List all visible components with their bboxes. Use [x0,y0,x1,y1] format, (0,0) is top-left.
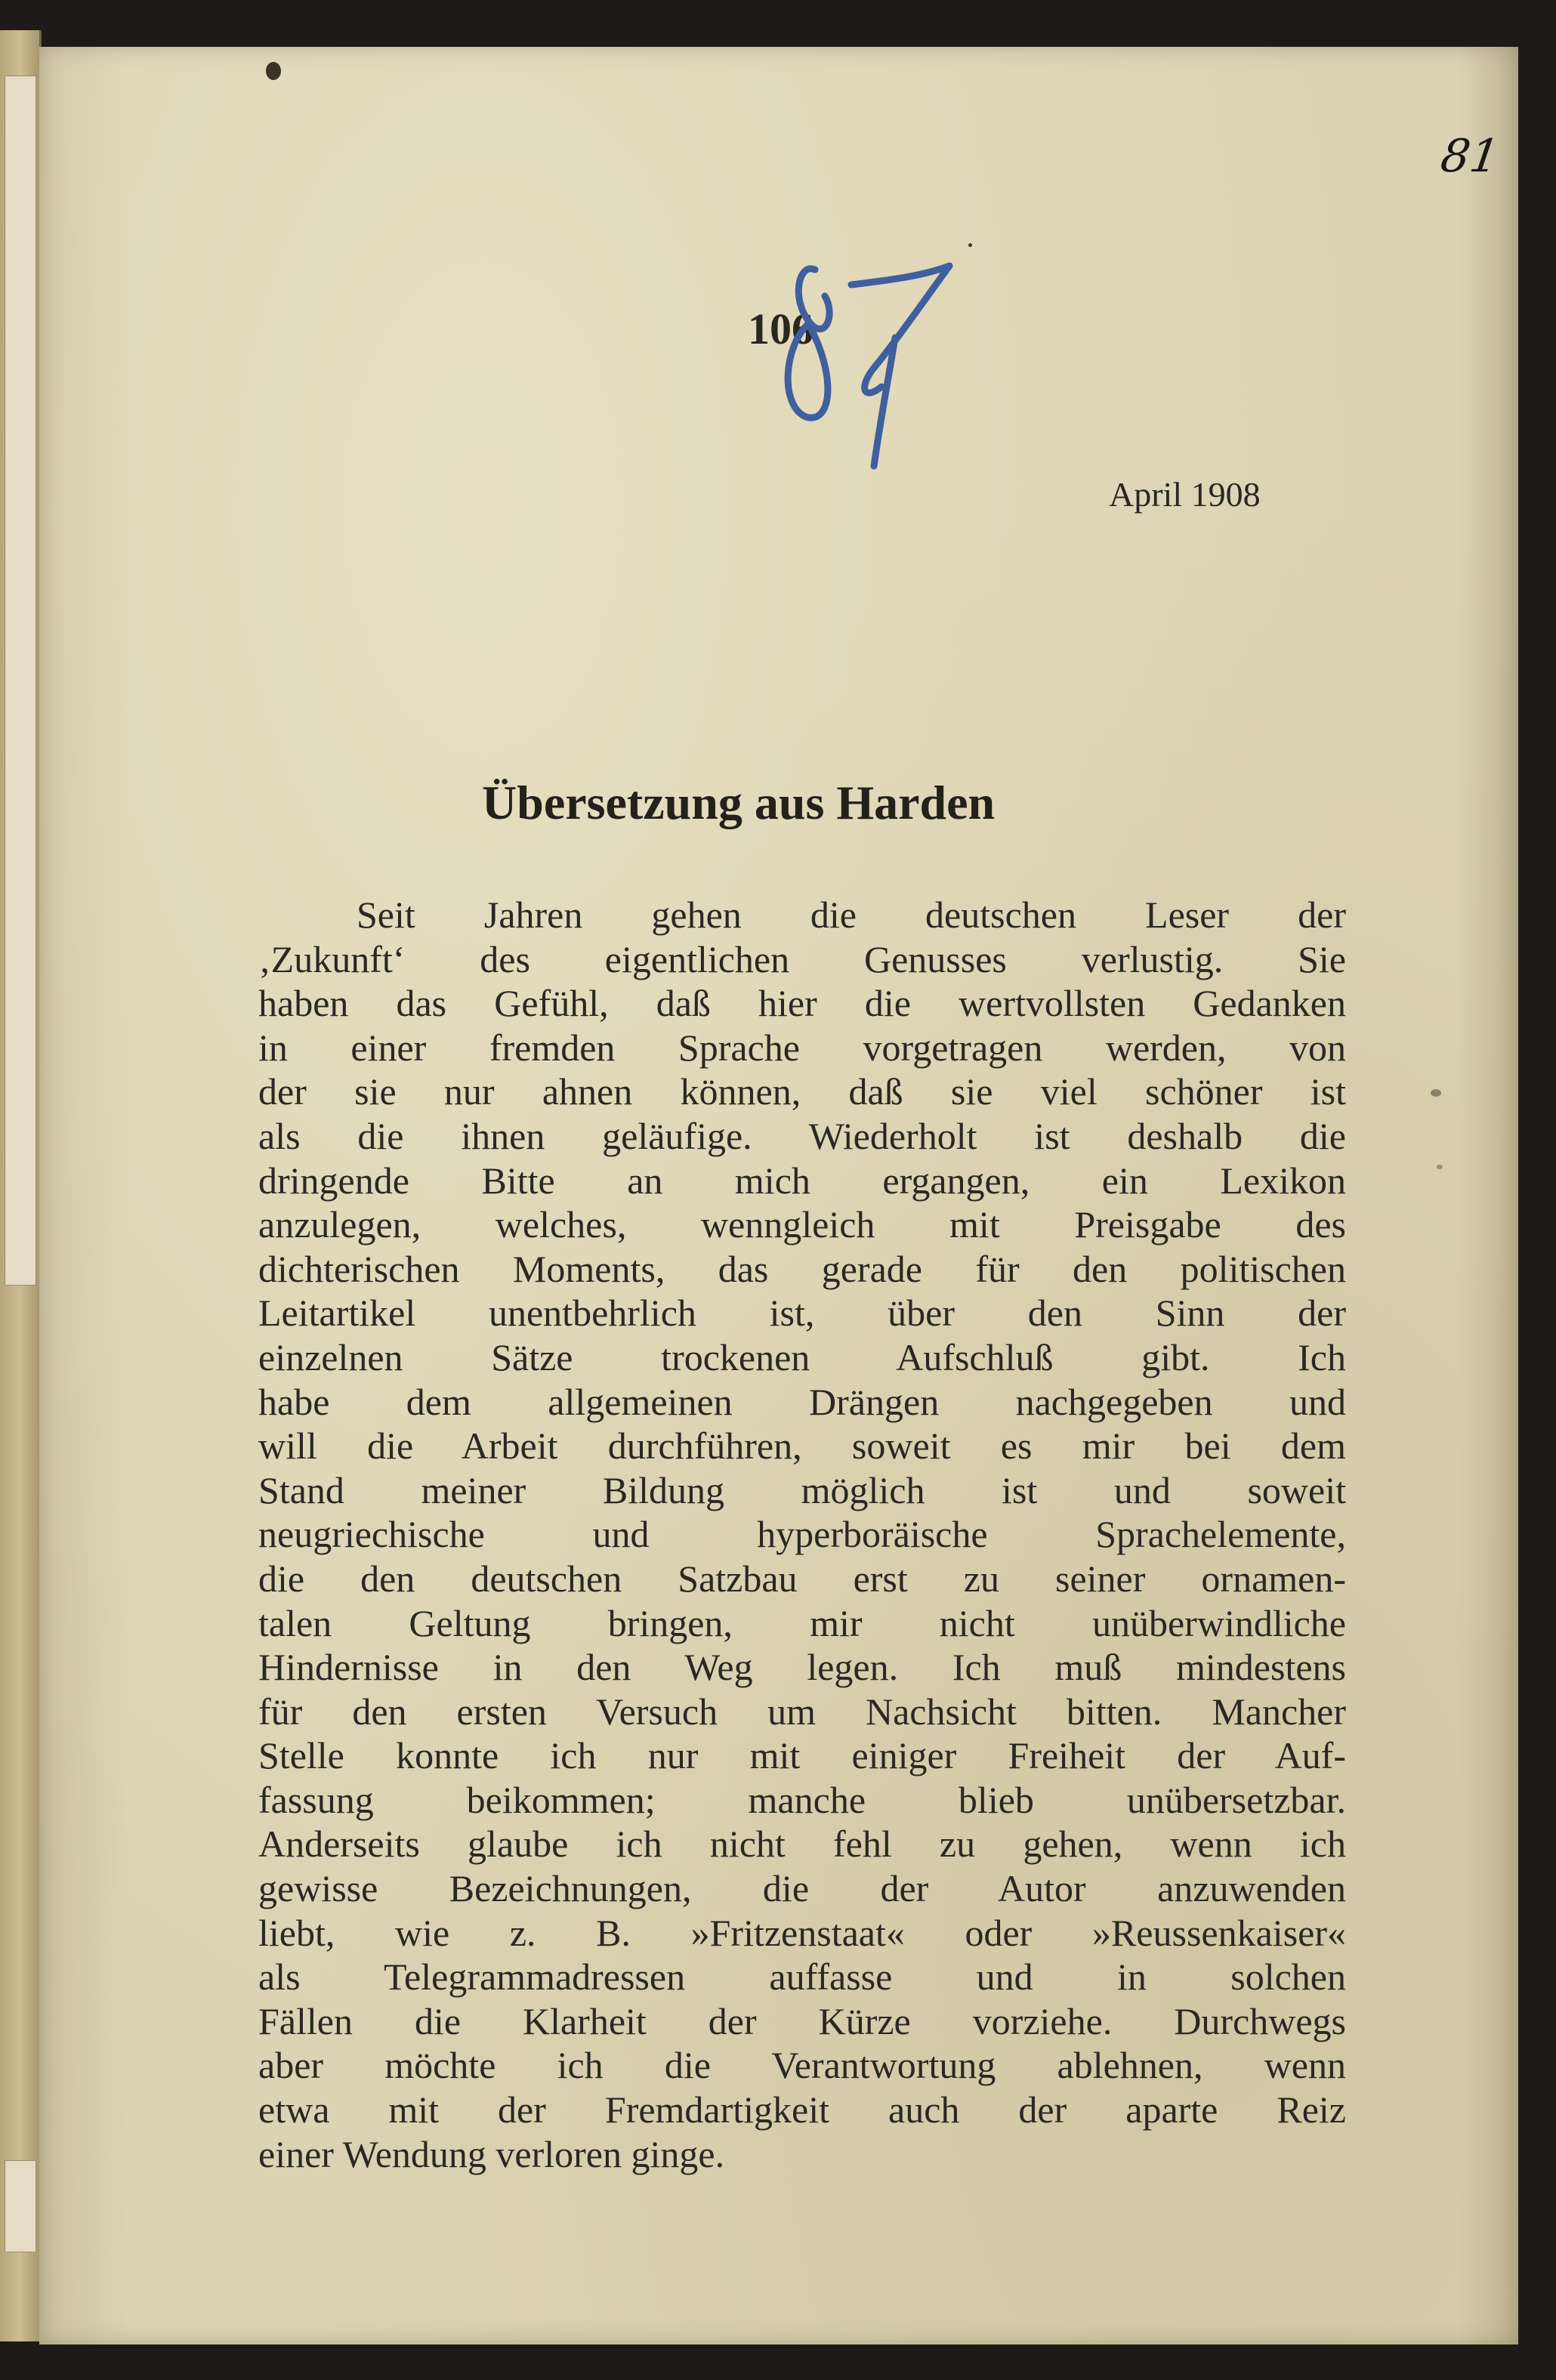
body-line: Stelle konnte ich nur mit einiger Freiheit der Auf- [258,1734,1346,1777]
folio-number: 81 [1437,130,1503,183]
body-line: als Telegrammadressen auffasse und in solchen [258,1956,1346,1999]
book-binding-edge [0,30,42,2341]
body-line: in einer fremden Sprache vorgetragen werden, von [258,1026,1346,1069]
body-line: talen Geltung bringen, mir nicht unüberwindliche [258,1601,1346,1644]
body-line: anzulegen, welches, wenngleich mit Preisgabe des [258,1203,1346,1246]
article-title: Übersetzung aus Harden [482,776,996,829]
body-line: will die Arbeit durchführen, soweit es mir bei dem [258,1425,1346,1468]
body-line: haben das Gefühl, daß hier die wertvollsten Gedanken [258,982,1346,1025]
body-line: etwa mit der Fremdartigkeit auch der aparte Reiz [258,2088,1346,2132]
body-line: einzelnen Sätze trockenen Aufschluß gibt. Ich [258,1335,1346,1378]
body-line: dichterischen Moments, das gerade für den politischen [258,1247,1346,1290]
page-sheet [39,47,1518,2345]
body-line: gewisse Bezeichnungen, die der Autor anzuwenden [258,1867,1346,1910]
body-line: für den ersten Versuch um Nachsicht bitten. Mancher [258,1690,1346,1733]
article-body [258,893,1346,2176]
body-line: Stand meiner Bildung möglich ist und soweit [258,1468,1346,1511]
body-line: als die ihnen geläufige. Wiederholt ist deshalb die [258,1114,1346,1157]
body-line: ‚Zukunft‘ des eigentlichen Genusses verlustig. Sie [258,937,1346,980]
body-line: Seit Jahren gehen die deutschen Leser der [357,894,1346,936]
paper-speck [1431,1089,1441,1097]
paper-speck [968,243,972,247]
pencil-annotation [768,255,965,481]
body-line: fassung beikommen; manche blieb unübersetzbar. [258,1778,1346,1821]
body-line: Fällen die Klarheit der Kürze vorziehe. Durchwegs [258,1999,1346,2042]
body-line: Anderseits glaube ich nicht fehl zu gehen, wenn ich [258,1823,1346,1866]
body-line: dringende Bitte an mich ergangen, ein Lexikon [258,1159,1346,1202]
body-line: Hindernisse in den Weg legen. Ich muß mindestens [258,1646,1346,1689]
paper-speck [266,62,281,80]
body-line: liebt, wie z. B. »Fritzenstaat« oder »Reussenkaiser« [258,1911,1346,1954]
binding-strip [5,76,36,1286]
binding-strip [5,2160,36,2252]
page-number: 106 [748,304,814,353]
body-line: aber möchte ich die Verantwortung ablehnen, wenn [258,2044,1346,2087]
body-line: Leitartikel unentbehrlich ist, über den Sinn der [258,1292,1346,1335]
paper-speck [1437,1165,1443,1169]
body-line: habe dem allgemeinen Drängen nachgegeben und [258,1380,1346,1423]
body-line: die den deutschen Satzbau erst zu seiner ornamen- [258,1557,1346,1600]
body-line: der sie nur ahnen können, daß sie viel schöner ist [258,1070,1346,1113]
handwritten-number-mark [768,255,965,481]
body-line: neugriechische und hyperboräische Sprachelemente, [258,1513,1346,1556]
date-line: April 1908 [1109,475,1261,514]
body-line: einer Wendung verloren ginge. [258,2132,725,2175]
